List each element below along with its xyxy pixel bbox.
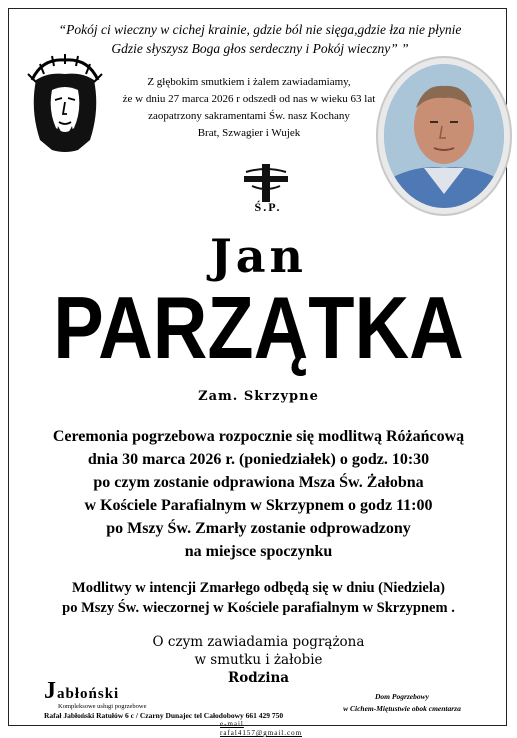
ceremony-line: dnia 30 marca 2026 r. (poniedziałek) o godz. 10:30 (87, 451, 430, 468)
deceased-first-name: Jan (209, 229, 307, 283)
deceased-residence: Zam. Skrzypne (198, 389, 319, 404)
ceremony-details (0, 425, 517, 563)
prayer-line: Modlitwy w intencji Zmarłego odbędą się w dniu (Niedziela) (72, 580, 445, 596)
funeral-home-name-rest: abłoński (57, 686, 120, 702)
ceremony-line: Ceremonia pogrzebowa rozpocznie się modlitwą Różańcową (52, 428, 465, 445)
prayer-details (0, 578, 517, 618)
funeral-home-name-initial: J (44, 678, 57, 704)
home-line: w Cichem-Miętustwie obok cmentarza (343, 704, 461, 713)
funeral-home-description: Kompleksowe usługi pogrzebowe (58, 703, 147, 710)
announcement-intro (108, 74, 390, 142)
cross-caption: Ś.P. (254, 200, 282, 214)
deceased-photo (384, 64, 504, 208)
home-line: Dom Pogrzebowy (375, 692, 429, 701)
notice-line: w smutku i żałobie (194, 652, 323, 668)
deceased-last-name: PARZĄTKA (53, 278, 464, 377)
funeral-home-address: Rafał Jabłoński Ratułów 6 c / Czarny Dunajec tel Całodobowy 661 429 750 (44, 711, 284, 720)
ceremony-line: w Kościele Parafialnym w Skrzypnem o godz 11:00 (84, 497, 433, 514)
deceased-photo-frame (376, 56, 512, 216)
ceremony-line: po czym zostanie odprawiona Msza Św. Żałobna (93, 474, 424, 491)
intro-line: Brat, Szwagier i Wujek (197, 127, 301, 139)
prayer-line: po Mszy Św. wieczornej w Kościele parafialnym w Skrzypnem . (62, 600, 455, 616)
intro-line: zaopatrzony sakramentami Św. nasz Kochany (148, 110, 350, 122)
funeral-home-email: e-mail rafal4157@gmail.com (220, 720, 303, 737)
intro-line: Z głębokim smutkiem i żalem zawiadamiamy, (147, 76, 351, 88)
notice-signoff: Rodzina (227, 670, 290, 686)
funeral-home-location (322, 691, 482, 715)
ceremony-line: po Mszy Św. Zmarły zostanie odprowadzony (106, 520, 411, 537)
jesus-crown-of-thorns-image (22, 50, 108, 155)
quote-line: Gdzie słyszysz Boga głos serdeczny i Pokój wieczny” ” (111, 41, 409, 56)
notice-line: O czym zawiadamia pogrążona (152, 634, 365, 650)
intro-line: że w dniu 27 marca 2026 r odszedł od nas w wieku 63 lat (122, 93, 376, 105)
ceremony-line: na miejsce spoczynku (184, 543, 333, 560)
quote-line: “Pokój ci wieczny w cichej krainie, gdzie ból nie sięga,gdzie łza nie płynie (58, 22, 462, 37)
family-notice (0, 633, 517, 687)
